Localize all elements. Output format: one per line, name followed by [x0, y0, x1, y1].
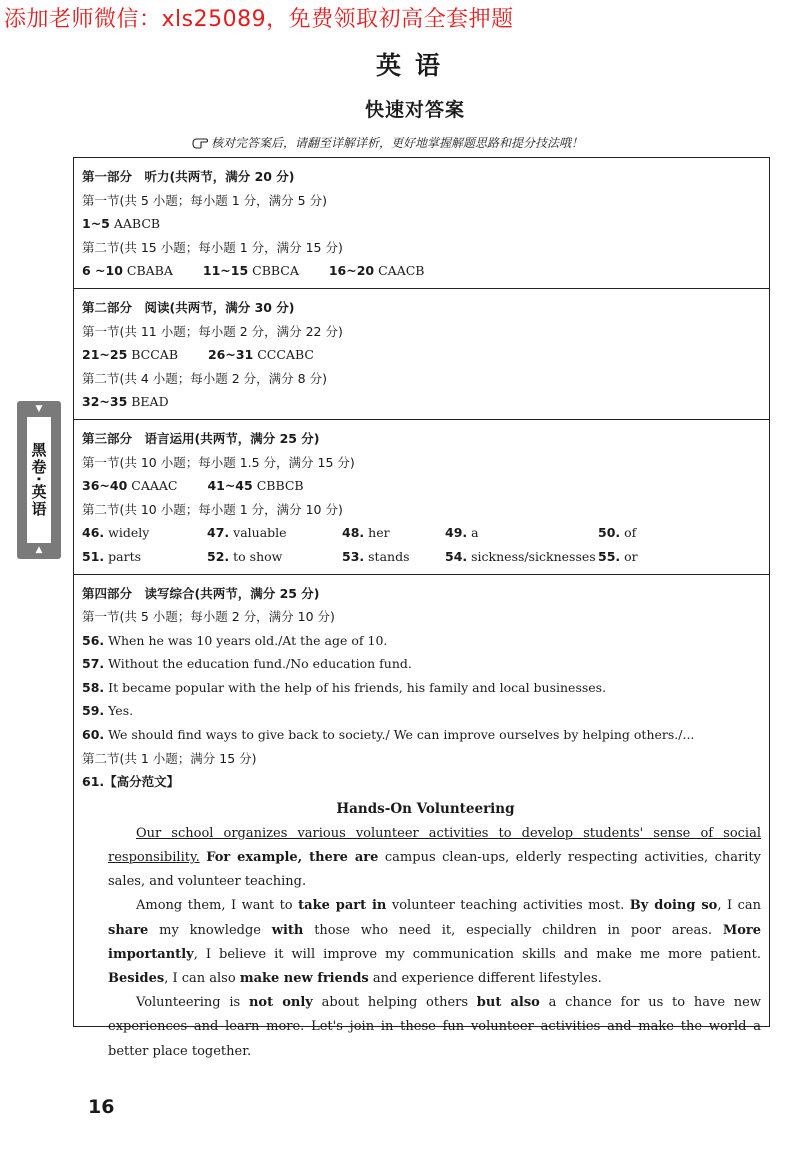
text-run: about helping others	[312, 995, 477, 1011]
answer-row	[82, 474, 769, 498]
answer-box	[73, 157, 770, 1059]
answer-row	[82, 343, 769, 367]
answer-keys: BEAD	[131, 394, 169, 410]
bold-phrase: make new friends	[239, 971, 369, 987]
text-run: my knowledge	[148, 922, 272, 938]
essay-paragraph	[108, 822, 761, 895]
answer-range: 1~5	[82, 216, 110, 232]
answer-row	[82, 390, 769, 414]
fill-answer: 54. sickness/sicknesses	[445, 548, 596, 564]
quick-answer-title: 快速对答案	[364, 99, 465, 121]
fill-answer: 50. of	[598, 525, 637, 541]
short-answer: 59. Yes.	[82, 703, 134, 719]
answer-keys: CBABA	[126, 263, 173, 279]
answer-range: 36~40	[82, 478, 128, 494]
part3-sec2-desc: 第二节(共 10 小题；每小题 1 分，满分 10 分)	[82, 501, 343, 517]
text-run: , I believe it will improve my communication skills and make me more patient.	[193, 946, 761, 962]
short-answer: 58. It became popular with the help of his friends, his family and local businesses.	[82, 679, 607, 695]
essay-paragraph	[108, 991, 761, 1064]
triangle-down-icon: ▼	[35, 404, 43, 414]
answer-range: 11~15	[202, 263, 249, 279]
fill-answer: 48. her	[342, 525, 390, 541]
part1-sec2-desc: 第二节(共 15 小题；每小题 1 分，满分 15 分)	[82, 239, 343, 255]
answer-row	[82, 212, 769, 236]
bold-phrase: share	[108, 922, 149, 938]
underlined-sentence: Our school organizes various volunteer activities to develop students' sense of social responsibility.	[108, 825, 761, 866]
part4-heading: 第四部分 读写综合(共两节，满分 25 分)	[82, 585, 320, 601]
side-tab	[17, 401, 61, 559]
fill-answer: 46. widely	[82, 525, 150, 541]
text-run: a chance for us to have new experiences and learn more. Let's join in these fun volunteer activities and make the world a better place together.	[108, 995, 761, 1059]
answer-keys: AABCB	[113, 216, 161, 232]
answer-keys: CAACB	[378, 263, 425, 279]
fill-answer: 52. to show	[207, 548, 283, 564]
bold-phrase: By doing so	[629, 898, 718, 914]
answer-keys: BCCAB	[131, 347, 179, 363]
short-answer: 56. When he was 10 years old./At the age of 10.	[82, 632, 388, 648]
bold-phrase: Besides	[108, 971, 165, 987]
text-run: and experience different lifestyles.	[368, 971, 602, 987]
answer-range: 6 ~10	[82, 263, 123, 279]
tip-text: 核对完答案后，请翻至详解详析，更好地掌握解题思路和提分技法哦！	[211, 136, 584, 150]
text-run: Among them, I want to	[136, 898, 299, 914]
fill-answer: 53. stands	[342, 548, 410, 564]
part3-heading: 第三部分 语言运用(共两节，满分 25 分)	[82, 430, 320, 446]
text-run: campus clean-ups, elderly respecting activities, charity sales, and volunteer teaching.	[108, 850, 761, 890]
answer-range: 41~45	[207, 478, 253, 494]
part1-heading: 第一部分 听力(共两节，满分 20 分)	[82, 169, 295, 184]
side-tab-label: 黑卷·英语	[27, 417, 51, 543]
answer-keys: CBBCB	[256, 478, 304, 494]
triangle-up-icon: ▲	[35, 545, 43, 555]
fill-answer-row	[82, 545, 769, 569]
part3-sec1-desc: 第一节(共 10 小题；每小题 1.5 分，满分 15 分)	[82, 454, 355, 470]
bold-phrase: take part in	[298, 898, 387, 914]
part3-language-use	[74, 420, 769, 575]
fill-answer: 49. a	[445, 525, 479, 541]
short-answer: 60. We should find ways to give back to society./ We can improve ourselves by helping others./...	[82, 727, 695, 743]
part4-sec1-desc: 第一节(共 5 小题；每小题 2 分，满分 10 分)	[82, 609, 335, 625]
text-run: , I can	[717, 898, 762, 914]
fill-answer-row	[82, 521, 769, 545]
essay-paragraph	[108, 894, 761, 991]
fill-answer: 47. valuable	[207, 525, 287, 541]
part2-sec2-desc: 第二节(共 4 小题；每小题 2 分，满分 8 分)	[82, 370, 327, 386]
part2-reading	[74, 289, 769, 420]
answer-range: 21~25	[82, 347, 128, 363]
text-run: , I can also	[164, 971, 240, 987]
subject-title: 英语	[375, 51, 454, 80]
answer-range: 32~35	[82, 394, 128, 410]
part2-heading: 第二部分 阅读(共两节，满分 30 分)	[82, 299, 295, 315]
answer-keys: CCCABC	[257, 347, 314, 363]
answer-keys: CBBCA	[252, 263, 299, 279]
tip-line	[192, 134, 583, 151]
text-run: volunteer teaching activities most.	[386, 898, 630, 914]
part1-sec1-desc: 第一节(共 5 小题；每小题 1 分，满分 5 分)	[82, 192, 327, 208]
text-run: Volunteering is	[136, 995, 249, 1011]
bold-phrase: with	[271, 922, 304, 938]
answer-range: 26~31	[207, 347, 254, 363]
page-number: 16	[88, 1096, 115, 1118]
fill-answer: 55. or	[598, 548, 638, 564]
bold-phrase: More importantly	[108, 922, 762, 962]
fill-answer: 51. parts	[82, 548, 142, 564]
part4-sec2-desc: 第二节(共 1 小题；满分 15 分)	[82, 750, 257, 766]
answer-range: 16~20	[328, 263, 375, 279]
q61-label: 61.【高分范文】	[82, 774, 180, 790]
answer-row	[82, 259, 769, 283]
pointing-hand-icon	[192, 137, 208, 149]
bold-phrase: For example, there are	[206, 850, 379, 866]
text-run: those who need it, especially children in poor areas.	[303, 922, 723, 938]
essay-title: Hands-On Volunteering	[336, 800, 515, 817]
part2-sec1-desc: 第一节(共 11 小题；每小题 2 分，满分 22 分)	[82, 323, 343, 339]
part4-reading-writing	[74, 575, 769, 1069]
bold-phrase: but also	[476, 995, 540, 1011]
watermark-banner: 添加老师微信：xls25089，免费领取初高全套押题	[4, 7, 514, 32]
part1-listening	[74, 158, 769, 289]
bold-phrase: not only	[248, 995, 313, 1011]
answer-keys: CAAAC	[131, 478, 178, 494]
short-answer: 57. Without the education fund./No education fund.	[82, 656, 412, 672]
essay-body	[82, 822, 769, 1064]
